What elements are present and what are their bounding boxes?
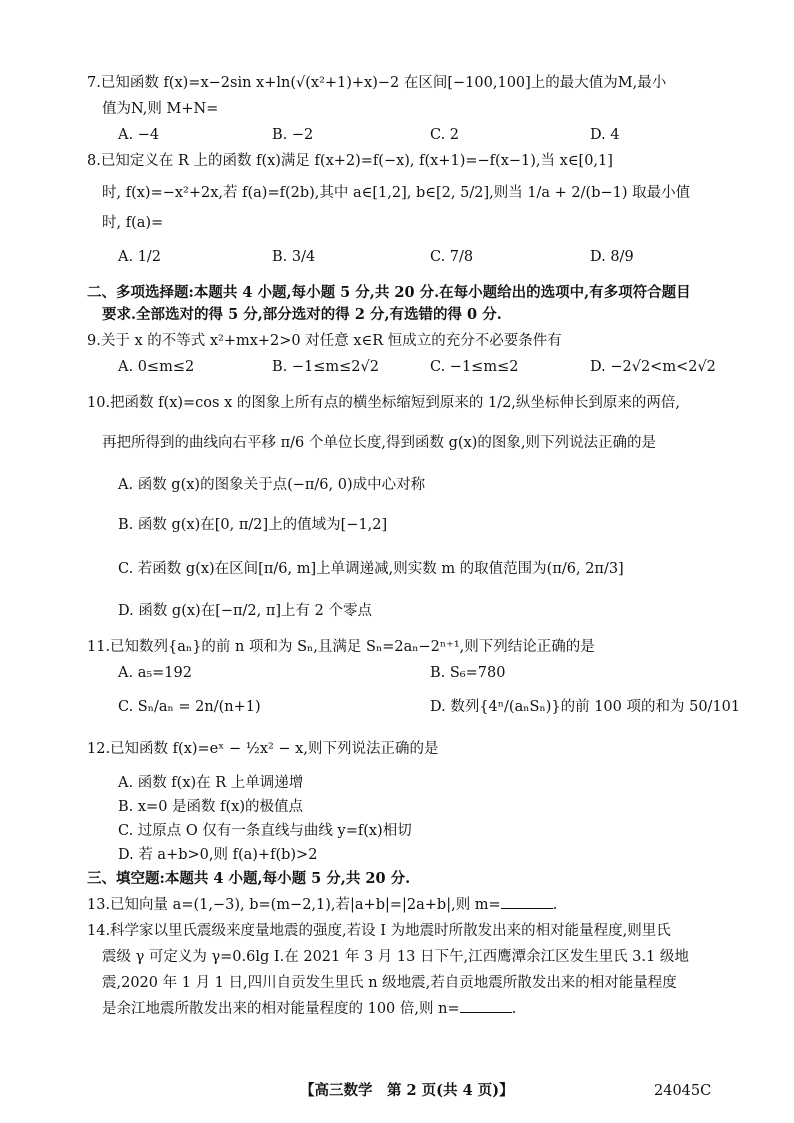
q11-option-b: B. S₆=780 — [430, 665, 506, 681]
q10-option-c: C. 若函数 g(x)在区间[π/6, m]上单调递减,则实数 m 的取值范围为(π/6, 2π/3] — [118, 561, 624, 577]
q11-stem: 11.已知数列{aₙ}的前 n 项和为 Sₙ,且满足 Sₙ=2aₙ−2ⁿ⁺¹,则下列结论正确的是 — [87, 639, 595, 655]
q8-option-d: D. 8/9 — [590, 249, 634, 265]
section2-heading-line1: 二、多项选择题:本题共 4 小题,每小题 5 分,共 20 分.在每小题给出的选项中,有多项符合题目 — [87, 284, 691, 301]
q9-option-d: D. −2√2<m<2√2 — [590, 359, 716, 375]
q7-stem-line1: 7.已知函数 f(x)=x−2sin x+ln(√(x²+1)+x)−2 在区间[−100,100]上的最大值为M,最小 — [87, 75, 667, 91]
q13-answer-blank[interactable] — [501, 908, 553, 909]
q10-stem-line2: 再把所得到的曲线向右平移 π/6 个单位长度,得到函数 g(x)的图象,则下列说法正确的是 — [102, 435, 656, 451]
q13-end: . — [552, 897, 558, 913]
q14-end: . — [511, 1001, 517, 1017]
q14-answer-blank[interactable] — [460, 1012, 512, 1013]
q8-option-c: C. 7/8 — [430, 249, 474, 265]
q8-stem-line1: 8.已知定义在 R 上的函数 f(x)满足 f(x+2)=f(−x), f(x+1)=−f(x−1),当 x∈[0,1] — [87, 153, 613, 169]
q7-option-b: B. −2 — [272, 127, 314, 143]
q8-stem-line3: 时, f(a)= — [102, 215, 164, 231]
section3-heading: 三、填空题:本题共 4 小题,每小题 5 分,共 20 分. — [87, 870, 411, 887]
q14-text: 是余江地震所散发出来的相对能量程度的 100 倍,则 n= — [102, 1001, 460, 1017]
q13-stem — [87, 896, 557, 914]
q10-option-d: D. 函数 g(x)在[−π/2, π]上有 2 个零点 — [118, 603, 373, 619]
q12-option-d: D. 若 a+b>0,则 f(a)+f(b)>2 — [118, 847, 318, 863]
q9-option-b: B. −1≤m≤2√2 — [272, 359, 379, 375]
q12-option-c: C. 过原点 O 仅有一条直线与曲线 y=f(x)相切 — [118, 823, 412, 839]
footer-page-label: 【高三数学 第 2 页(共 4 页)】 — [300, 1082, 514, 1099]
q8-stem-line2: 时, f(x)=−x²+2x,若 f(a)=f(2b),其中 a∈[1,2], b∈[2, 5/2],则当 1/a + 2/(b−1) 取最小值 — [102, 185, 691, 201]
q9-stem: 9.关于 x 的不等式 x²+mx+2>0 对任意 x∈R 恒成立的充分不必要条件有 — [87, 333, 562, 349]
q10-stem-line1: 10.把函数 f(x)=cos x 的图象上所有点的横坐标缩短到原来的 1/2,纵坐标伸长到原来的两倍, — [87, 395, 681, 411]
q11-option-d: D. 数列{4ⁿ/(aₙSₙ)}的前 100 项的和为 50/101 — [430, 699, 741, 715]
q12-option-b: B. x=0 是函数 f(x)的极值点 — [118, 799, 304, 815]
footer-code: 24045C — [654, 1083, 712, 1099]
q12-stem: 12.已知函数 f(x)=eˣ − ½x² − x,则下列说法正确的是 — [87, 741, 439, 757]
q14-line1: 14.科学家以里氏震级来度量地震的强度,若设 I 为地震时所散发出来的相对能量程度,则里氏 — [87, 923, 671, 939]
q7-option-c: C. 2 — [430, 127, 460, 143]
q12-option-a: A. 函数 f(x)在 R 上单调递增 — [118, 775, 304, 791]
section2-heading-line2: 要求.全部选对的得 5 分,部分选对的得 2 分,有选错的得 0 分. — [102, 306, 502, 323]
q7-option-d: D. 4 — [590, 127, 620, 143]
q14-line3: 震,2020 年 1 月 1 日,四川自贡发生里氏 n 级地震,若自贡地震所散发出来的相对能量程度 — [102, 975, 677, 991]
q14-line2: 震级 γ 可定义为 γ=0.6lg I.在 2021 年 3 月 13 日下午,江西鹰潭余江区发生里氏 3.1 级地 — [102, 949, 689, 965]
q9-option-c: C. −1≤m≤2 — [430, 359, 519, 375]
q11-option-c: C. Sₙ/aₙ = 2n/(n+1) — [118, 699, 261, 715]
q10-option-b: B. 函数 g(x)在[0, π/2]上的值域为[−1,2] — [118, 517, 388, 533]
q8-option-b: B. 3/4 — [272, 249, 316, 265]
q7-option-a: A. −4 — [118, 127, 160, 143]
q9-option-a: A. 0≤m≤2 — [118, 359, 195, 375]
q8-option-a: A. 1/2 — [118, 249, 162, 265]
q10-option-a: A. 函数 g(x)的图象关于点(−π/6, 0)成中心对称 — [118, 477, 426, 493]
q7-stem-line2: 值为N,则 M+N= — [102, 101, 219, 117]
q13-text: 13.已知向量 a=(1,−3), b=(m−2,1),若|a+b|=|2a+b|,则 m= — [87, 897, 501, 913]
q14-line4 — [102, 1000, 516, 1018]
q11-option-a: A. a₅=192 — [118, 665, 192, 681]
